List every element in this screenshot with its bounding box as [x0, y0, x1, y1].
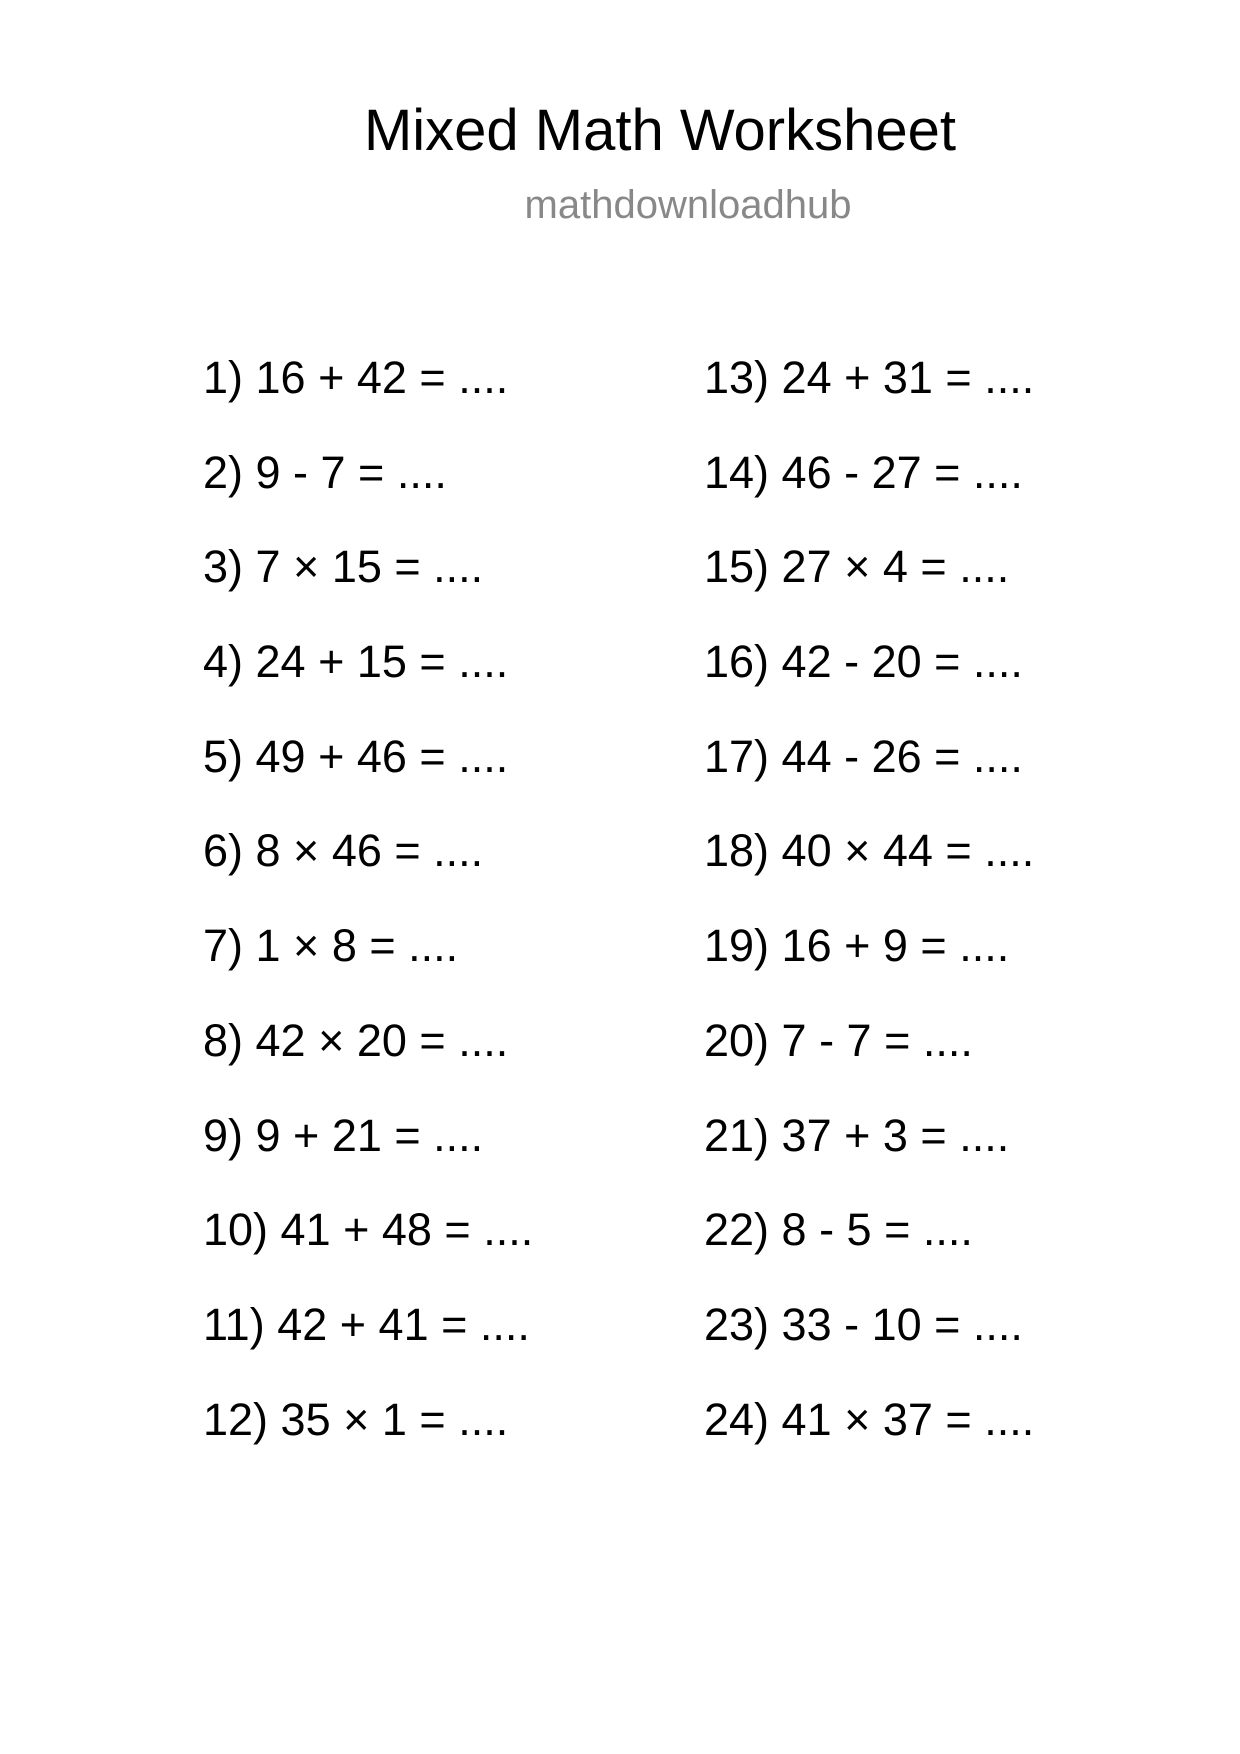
problem-item: 4) 24 + 15 = .... [203, 636, 509, 688]
problem-item: 20) 7 - 7 = .... [704, 1014, 973, 1066]
problem-item: 5) 49 + 46 = .... [203, 730, 509, 782]
problem-item: 14) 46 - 27 = .... [704, 446, 1023, 498]
problem-item: 7) 1 × 8 = .... [203, 920, 459, 972]
worksheet-title: Mixed Math Worksheet [363, 98, 957, 163]
problem-item: 17) 44 - 26 = .... [704, 730, 1023, 782]
problem-item: 23) 33 - 10 = .... [704, 1298, 1023, 1350]
problem-item: 24) 41 × 37 = .... [704, 1393, 1035, 1445]
problem-item: 6) 8 × 46 = .... [203, 825, 484, 877]
problem-item: 9) 9 + 21 = .... [203, 1109, 484, 1161]
problem-item: 10) 41 + 48 = .... [203, 1204, 534, 1256]
problem-item: 12) 35 × 1 = .... [203, 1393, 509, 1445]
problem-column-left [203, 350, 533, 1486]
problem-item: 18) 40 × 44 = .... [704, 825, 1035, 877]
problem-item: 22) 8 - 5 = .... [704, 1204, 973, 1256]
problem-item: 16) 42 - 20 = .... [704, 636, 1023, 688]
problem-item: 11) 42 + 41 = .... [203, 1298, 530, 1350]
problem-item: 13) 24 + 31 = .... [704, 352, 1035, 403]
problem-item: 1) 16 + 42 = .... [203, 352, 509, 403]
problem-column-right [704, 350, 1034, 1486]
problem-item: 2) 9 - 7 = .... [203, 446, 447, 498]
problem-item: 3) 7 × 15 = .... [203, 541, 484, 593]
problem-item: 15) 27 × 4 = .... [704, 541, 1010, 593]
problem-item: 8) 42 × 20 = .... [203, 1014, 509, 1066]
problem-item: 19) 16 + 9 = .... [704, 920, 1010, 972]
problem-item: 21) 37 + 3 = .... [704, 1109, 1010, 1161]
worksheet-subtitle: mathdownloadhub [524, 183, 852, 227]
